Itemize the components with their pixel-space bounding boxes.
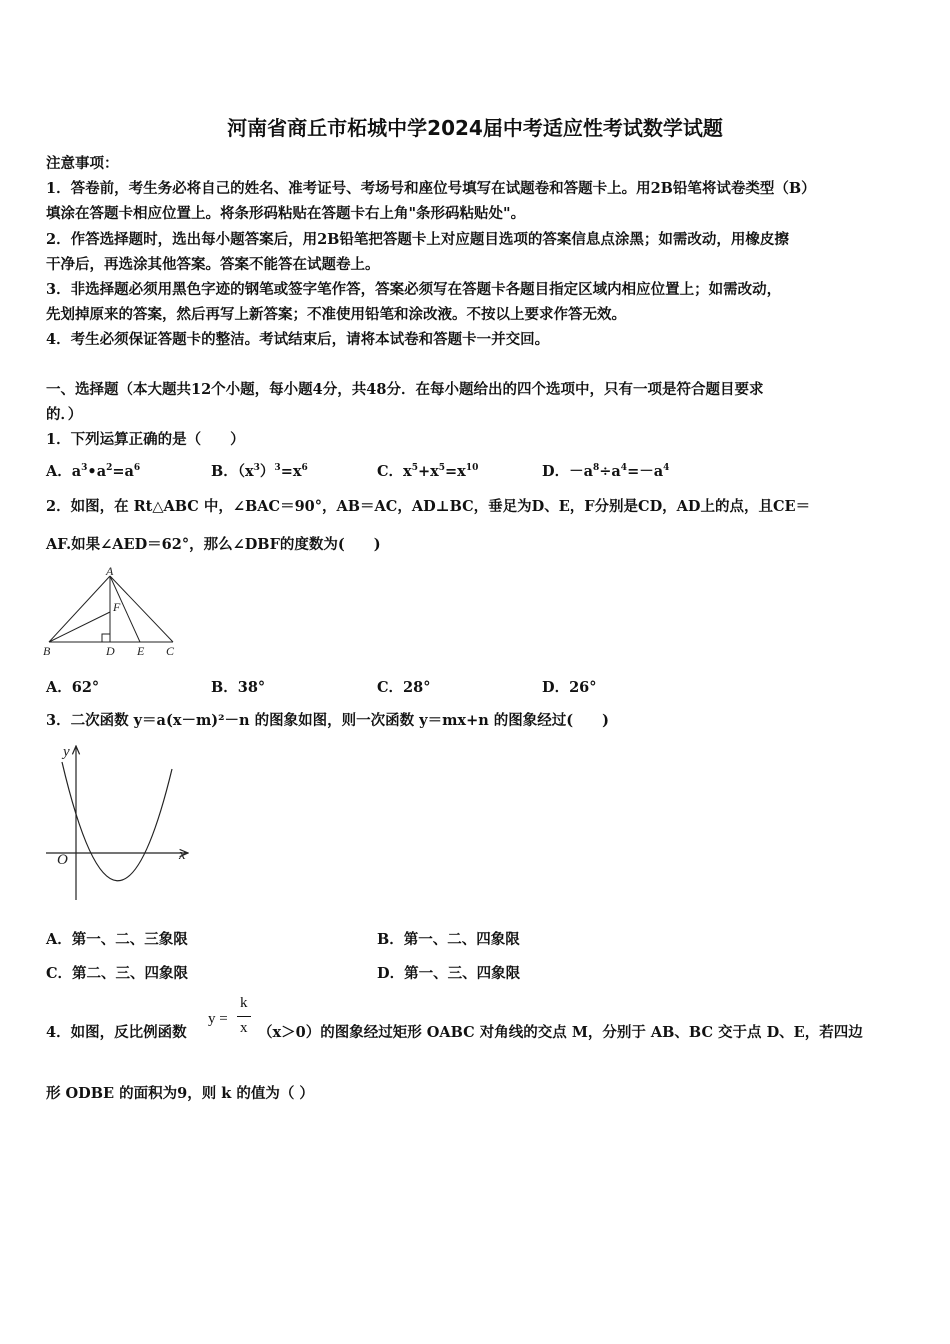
q4-stem-post: （x＞0）的图象经过矩形 OABC 对角线的交点 M，分别于 AB、BC 交于点 D、E，若四边: [258, 1024, 863, 1041]
label-b: B: [43, 644, 51, 658]
section-heading: 一、选择题（本大题共12个小题，每小题4分，共48分．在每小题给出的四个选项中，只有一项是符合题目要求: [46, 381, 764, 398]
q4-stem-pre: 4．如图，反比例函数: [46, 1024, 187, 1041]
q2-triangle-figure: [40, 565, 185, 660]
label-x: x: [179, 847, 186, 863]
label-a: A: [106, 565, 114, 578]
q1-option-a: A．$a^3•a^2=a^6$: [46, 463, 141, 480]
label-y: y: [63, 744, 70, 760]
notice-line-2: 填涂在答题卡相应位置上。将条形码粘贴在答题卡右上角"条形码粘贴处"。: [46, 205, 526, 222]
q2-stem-line-1: 2．如图，在 Rt△ABC 中，∠BAC＝90°，AB＝AC，AD⊥BC，垂足为D、E，F分别是CD，AD上的点，且CE＝: [46, 498, 811, 515]
q2-option-b: B．38°: [211, 679, 266, 696]
q4-stem-line-2: 形 ODBE 的面积为9，则 k 的值为（ ）: [46, 1085, 314, 1102]
q2-option-c: C．28°: [377, 679, 431, 696]
page-title: 河南省商丘市柘城中学2024届中考适应性考试数学试题: [227, 116, 723, 140]
label-f: F: [113, 600, 121, 614]
q2-option-d: D．26°: [542, 679, 597, 696]
notice-line-7: 4．考生必须保证答题卡的整洁。考试结束后，请将本试卷和答题卡一并交回。: [46, 331, 550, 348]
notice-line-3: 2．作答选择题时，选出每小题答案后，用2B铅笔把答题卡上对应题目选项的答案信息点涂黑；如需改动，用橡皮擦: [46, 231, 789, 248]
parabola-curve: [62, 762, 172, 881]
q3-option-c: C．第二、三、四象限: [46, 965, 189, 982]
label-c: C: [166, 644, 175, 658]
q2-stem-line-2: AF.如果∠AED＝62°，那么∠DBF的度数为( ): [46, 536, 381, 553]
q3-option-d: D．第一、三、四象限: [377, 965, 521, 982]
label-e: E: [137, 644, 145, 658]
q3-stem: 3．二次函数 y＝a(x－m)²－n 的图象如图，则一次函数 y＝mx+n 的图象经过( ): [46, 712, 610, 729]
q3-option-a: A．第一、二、三象限: [46, 931, 188, 948]
q4-fraction-denominator: x: [240, 1020, 248, 1036]
notice-line-6: 先划掉原来的答案，然后再写上新答案；不准使用铅笔和涂改液。不按以上要求作答无效。: [46, 306, 626, 323]
q3-parabola-figure: [40, 740, 195, 905]
segment-ab: [49, 576, 110, 642]
q4-fraction-numerator: k: [240, 995, 248, 1011]
q1-option-d: D．$-a^8\div a^4=-a^4$: [542, 463, 670, 480]
notice-line-1: 1．答卷前，考生务必将自己的姓名、准考证号、考场号和座位号填写在试题卷和答题卡上。用2B铅笔将试卷类型（B）: [46, 180, 816, 197]
label-d: D: [106, 644, 115, 658]
notice-heading: 注意事项：: [46, 155, 119, 172]
label-origin: O: [57, 852, 68, 868]
right-angle-mark: [102, 634, 110, 642]
q1-stem: 1．下列运算正确的是（ ）: [46, 431, 245, 448]
notice-line-5: 3．非选择题必须用黑色字迹的钢笔或签字笔作答，答案必须写在答题卡各题目指定区域内相应位置上；如需改动，: [46, 281, 782, 298]
q4-fraction-bar: [237, 1016, 251, 1017]
q4-fraction-lhs: y =: [208, 1011, 228, 1027]
q2-option-a: A．62°: [46, 679, 100, 696]
notice-line-4: 干净后，再选涂其他答案。答案不能答在试题卷上。: [46, 256, 380, 273]
section-heading-cont: 的．）: [46, 406, 83, 423]
q1-option-b: B．$(x^3)^3=x^6$: [211, 463, 308, 480]
q1-option-c: C．$x^5+x^5=x^{10}$: [377, 463, 479, 480]
segment-bf: [49, 612, 110, 642]
q3-option-b: B．第一、二、四象限: [377, 931, 520, 948]
